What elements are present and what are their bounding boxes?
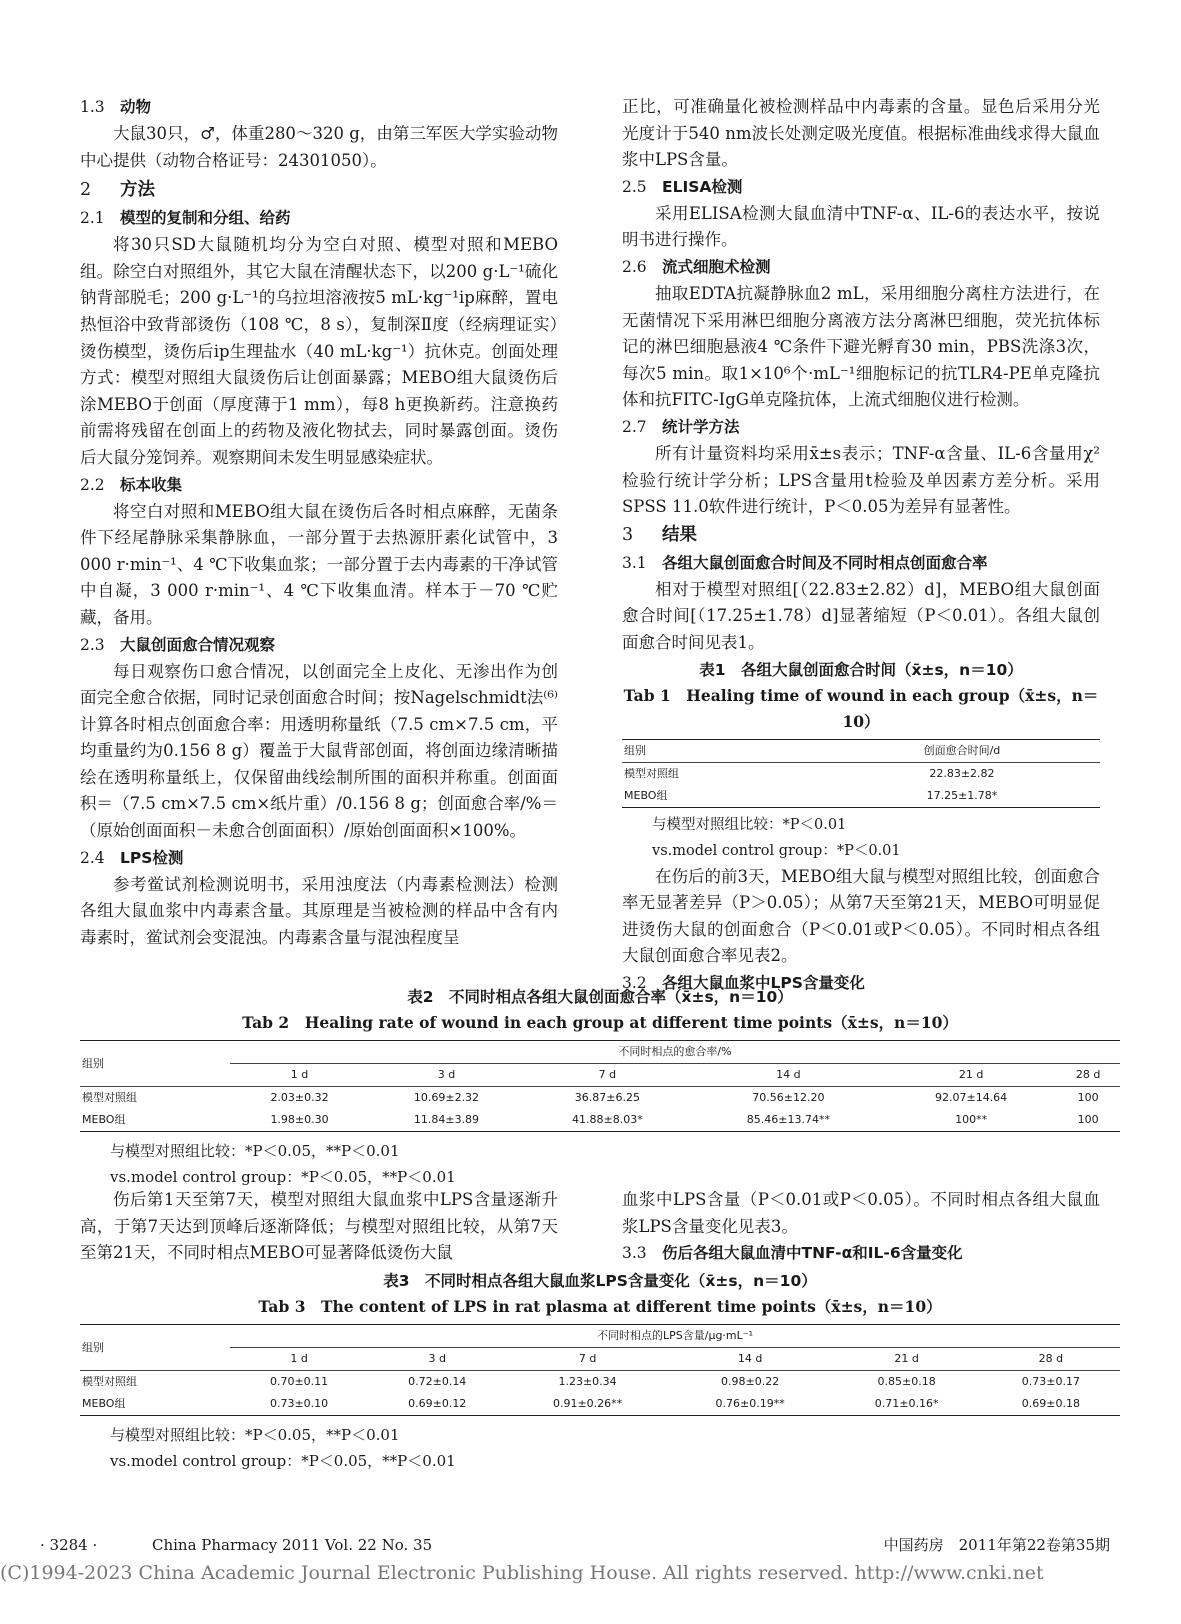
section-heading: 2.4 LPS检测 [80, 848, 184, 867]
table-header-cell: 14 d [776, 1068, 801, 1081]
table-cell: 41.88±8.03* [572, 1113, 643, 1126]
table-header-cell: 组别 [82, 1056, 104, 1070]
table-header-cell: 不同时相点的愈合率/% [618, 1045, 732, 1058]
table-cell: 100 [1077, 1091, 1099, 1104]
table-row [622, 762, 1100, 785]
table-note: 与模型对照组比较：*P＜0.05，**P＜0.01 [110, 1142, 400, 1160]
table-header-row [80, 1348, 1120, 1371]
paragraph: 相对于模型对照组[（22.83±2.82）d]，MEBO组大鼠创面愈合时间[（17.25±1.78）d]显著缩短（P＜0.01）。各组大鼠创面愈合时间见表1。 [622, 579, 1100, 652]
section-heading: 2 方法 [80, 180, 155, 201]
table-cell: 10.69±2.32 [413, 1091, 480, 1104]
table-row [622, 785, 1100, 808]
table-header-cell: 14 d [737, 1352, 763, 1365]
table-cell: MEBO组 [82, 1397, 126, 1410]
table-cell: 0.71±0.16* [874, 1397, 939, 1410]
section-heading: 2.2 标本收集 [80, 475, 183, 494]
table-header-row [80, 1064, 1120, 1087]
paragraph: 正比，可准确量化被检测样品中内毒素的含量。显色后采用分光光度计于540 nm波长处测定吸光度值。根据标准曲线求得大鼠血浆中LPS含量。 [622, 97, 1100, 170]
table-header-cell: 7 d [578, 1352, 597, 1365]
paragraph: 将30只SD大鼠随机均分为空白对照、模型对照和MEBO组。除空白对照组外，其它大鼠在清醒状态下，以200 g·L⁻¹硫化钠背部脱毛；200 g·L⁻¹的乌拉坦溶液按5 mL·kg⁻¹ip麻醉，置电热恒浴中致背部烫伤（108 ℃，8 s），复制深Ⅱ度（经病理证实）烫伤模型，烫伤后ip生理盐水（40 mL·kg⁻¹）抗休克。创面处理方式：模型对照组大鼠烫伤后让创面暴露；MEBO组大鼠烫伤后涂MEBO于创面（厚度薄于1 mm），每8 h更换新药。注意换药前需将残留在创面上的药物及液化物拭去，同时暴露创面。烫伤后大鼠分笼饲养。观察期间未发生明显感染症状。 [80, 235, 558, 467]
table-header-cell: 7 d [598, 1068, 617, 1081]
paragraph: 每日观察伤口愈合情况，以创面完全上皮化、无渗出作为创面完全愈合依据，同时记录创面愈合时间；按Nagelschmidt法⁽⁶⁾计算各时相点创面愈合率：用透明称量纸（7.5 cm×7.5 cm，平均重量约为0.156 8 g）覆盖于大鼠背部创面，将创面边缘清晰描绘在透明称量纸上，仅保留曲线绘制所围的面积并称重。创面面积＝（7.5 cm×7.5 cm×纸片重）/0.156 8 g；创面愈合率/%＝（原始创面面积－未愈合创面面积）/原始创面面积×100%。 [80, 661, 558, 841]
table-cell: 85.46±13.74** [746, 1113, 830, 1126]
table-row [80, 1371, 1120, 1394]
table-cell: 0.73±0.17 [1021, 1375, 1080, 1388]
journal-name-cn: 中国药房 2011年第22卷第35期 [883, 1536, 1110, 1554]
paragraph: 将空白对照和MEBO组大鼠在烫伤后各时相点麻醉，无菌条件下经尾静脉采集静脉血，一部分置于去热源肝素化试管中，3 000 r·min⁻¹、4 ℃下收集血浆；一部分置于去内毒素的干净试管中自凝，3 000 r·min⁻¹、4 ℃下收集血清。样本于－70 ℃贮藏，备用。 [80, 501, 558, 627]
table-cell: 1.23±0.34 [558, 1375, 617, 1388]
left-column-lower [80, 1187, 558, 1267]
table-row [80, 1087, 1120, 1110]
paragraph: 在伤后的前3天，MEBO组大鼠与模型对照组比较，创面愈合率无显著差异（P＞0.05）；从第7天至第21天，MEBO可明显促进烫伤大鼠的创面愈合（P＜0.01或P＜0.05）。不同时相点各组大鼠创面愈合率见表2。 [622, 866, 1100, 966]
table-cell: 0.98±0.22 [721, 1375, 780, 1388]
copyright-watermark: (C)1994-2023 China Academic Journal Electronic Publishing House. All rights reserved. http://www.cnki.net [0, 1562, 1044, 1584]
table-cell: 17.25±1.78* [926, 788, 998, 802]
section-heading: 3.3 伤后各组大鼠血清中TNF-α和IL-6含量变化 [622, 1244, 963, 1263]
table-header-cell: 1 d [290, 1352, 308, 1365]
right-column-lower [622, 1187, 1100, 1267]
journal-name: China Pharmacy 2011 Vol. 22 No. 35 [152, 1536, 433, 1554]
table-row [80, 1109, 1120, 1132]
table-header-cell: 不同时相点的LPS含量/μg·mL⁻¹ [597, 1329, 753, 1342]
table-header-cell: 28 d [1038, 1352, 1064, 1365]
table-caption: 表3 不同时相点各组大鼠血浆LPS含量变化（x̄±s，n＝10） [383, 1272, 817, 1290]
paragraph: 血浆中LPS含量（P＜0.01或P＜0.05）。不同时相点各组大鼠血浆LPS含量变化见表3。 [622, 1190, 1100, 1236]
table-header-cell: 组别 [82, 1340, 104, 1354]
table-cell: 100 [1077, 1113, 1099, 1126]
table-cell: MEBO组 [82, 1113, 126, 1126]
table-2 [80, 1040, 1120, 1132]
table-row [80, 1393, 1120, 1416]
table-cell: 100** [955, 1113, 988, 1126]
section-heading: 3 结果 [622, 524, 697, 545]
table-cell: 36.87±6.25 [574, 1091, 640, 1104]
table-3 [80, 1324, 1120, 1416]
table-header-cell: 28 d [1075, 1068, 1101, 1081]
paragraph: 大鼠30只，♂，体重280～320 g，由第三军医大学实验动物中心提供（动物合格证号：24301050）。 [80, 124, 558, 170]
table-header-row [80, 1041, 1120, 1064]
table-cell: 2.03±0.32 [270, 1091, 329, 1104]
section-heading: 2.3 大鼠创面愈合情况观察 [80, 635, 276, 654]
left-column [80, 94, 558, 951]
table-cell: 0.76±0.19** [715, 1397, 785, 1410]
section-heading: 3.1 各组大鼠创面愈合时间及不同时相点创面愈合率 [622, 553, 988, 572]
paragraph: 采用ELISA检测大鼠血清中TNF-α、IL-6的表达水平，按说明书进行操作。 [622, 203, 1100, 250]
paragraph: 所有计量资料均采用x̄±s表示；TNF-α含量、IL-6含量用χ²检验行统计学分析；LPS含量用t检验及单因素方差分析。采用SPSS 11.0软件进行统计，P＜0.05为差异有显著性。 [622, 443, 1100, 517]
paragraph: 伤后第1天至第7天，模型对照组大鼠血浆中LPS含量逐渐升高，于第7天达到顶峰后逐渐降低；与模型对照组比较，从第7天至第21天，不同时相点MEBO可显著降低烫伤大鼠 [80, 1190, 558, 1263]
table-note: 与模型对照组比较：*P＜0.05，**P＜0.01 [110, 1426, 400, 1444]
section-heading: 2.1 模型的复制和分组、给药 [80, 209, 291, 228]
table-caption: Tab 2 Healing rate of wound in each group at different time points（x̄±s，n＝10） [242, 1013, 958, 1032]
table-cell: 0.70±0.11 [269, 1375, 329, 1388]
table-header-cell: 创面愈合时间/d [923, 743, 1001, 757]
table-header-cell: 3 d [428, 1352, 446, 1365]
table-cell: 模型对照组 [624, 766, 679, 780]
table-cell: 70.56±12.20 [752, 1091, 825, 1104]
table-note: vs.model control group：*P＜0.01 [652, 842, 901, 859]
table-cell: 0.85±0.18 [877, 1375, 936, 1388]
table-cell: 92.07±14.64 [934, 1091, 1008, 1104]
table-cell: 11.84±3.89 [413, 1113, 480, 1126]
table-cell: 0.73±0.10 [269, 1397, 329, 1410]
table-note: 与模型对照组比较：*P＜0.01 [652, 816, 847, 833]
table-cell: 0.91±0.26** [552, 1397, 623, 1410]
section-heading: 3.2 各组大鼠血浆中LPS含量变化 [622, 973, 865, 992]
table-3-block [80, 1268, 1120, 1474]
table-cell: MEBO组 [624, 788, 668, 802]
table-header-cell: 21 d [894, 1352, 919, 1365]
table-caption: 表1 各组大鼠创面愈合时间（x̄±s，n＝10） [699, 660, 1023, 679]
table-header-cell: 3 d [437, 1068, 456, 1081]
table-header-cell: 组别 [624, 743, 646, 757]
table-header-cell: 1 d [290, 1068, 309, 1081]
right-column [622, 94, 1100, 997]
table-cell: 0.72±0.14 [408, 1375, 467, 1388]
table-cell: 1.98±0.30 [270, 1113, 329, 1126]
section-heading: 2.6 流式细胞术检测 [622, 257, 771, 276]
table-note: vs.model control group：*P＜0.05，**P＜0.01 [110, 1452, 456, 1470]
section-heading: 2.7 统计学方法 [622, 417, 740, 436]
section-heading: 1.3 动物 [80, 98, 152, 116]
table-note: vs.model control group：*P＜0.05，**P＜0.01 [110, 1168, 456, 1186]
table-cell: 22.83±2.82 [929, 766, 995, 780]
table-cell: 0.69±0.18 [1021, 1397, 1080, 1410]
table-1 [622, 739, 1100, 808]
paragraph: 抽取EDTA抗凝静脉血2 mL，采用细胞分离柱方法进行，在无菌情况下采用淋巴细胞分离液方法分离淋巴细胞，荧光抗体标记的淋巴细胞悬液4 ℃条件下避光孵育30 min，PBS洗涤3次，每次5 min。取1×10⁶个·mL⁻¹细胞标记的抗TLR4-PE单克隆抗体和抗FITC-IgG单克隆抗体，上流式细胞仪进行检测。 [622, 283, 1100, 410]
paragraph: 参考鲎试剂检测说明书，采用浊度法（内毒素检测法）检测各组大鼠血浆中内毒素含量。其原理是当被检测的样品中含有内毒素时，鲎试剂会变混浊。内毒素含量与混浊程度呈 [80, 874, 558, 947]
table-caption: Tab 3 The content of LPS in rat plasma at different time points（x̄±s，n＝10） [258, 1297, 942, 1316]
table-header-row [622, 739, 1100, 762]
table-caption: Tab 1 Healing time of wound in each group（x̄±s，n＝10） [623, 685, 1099, 731]
table-cell: 0.69±0.12 [408, 1397, 467, 1410]
section-heading: 2.5 ELISA检测 [622, 177, 743, 196]
table-header-row [80, 1325, 1120, 1348]
table-caption: 表2 不同时相点各组大鼠创面愈合率（x̄±s，n＝10） [407, 988, 793, 1006]
table-header-cell: 21 d [958, 1068, 984, 1081]
table-cell: 模型对照组 [82, 1091, 137, 1104]
table-2-block [80, 984, 1120, 1190]
page-number: · 3284 · [40, 1536, 98, 1554]
table-cell: 模型对照组 [82, 1375, 137, 1388]
